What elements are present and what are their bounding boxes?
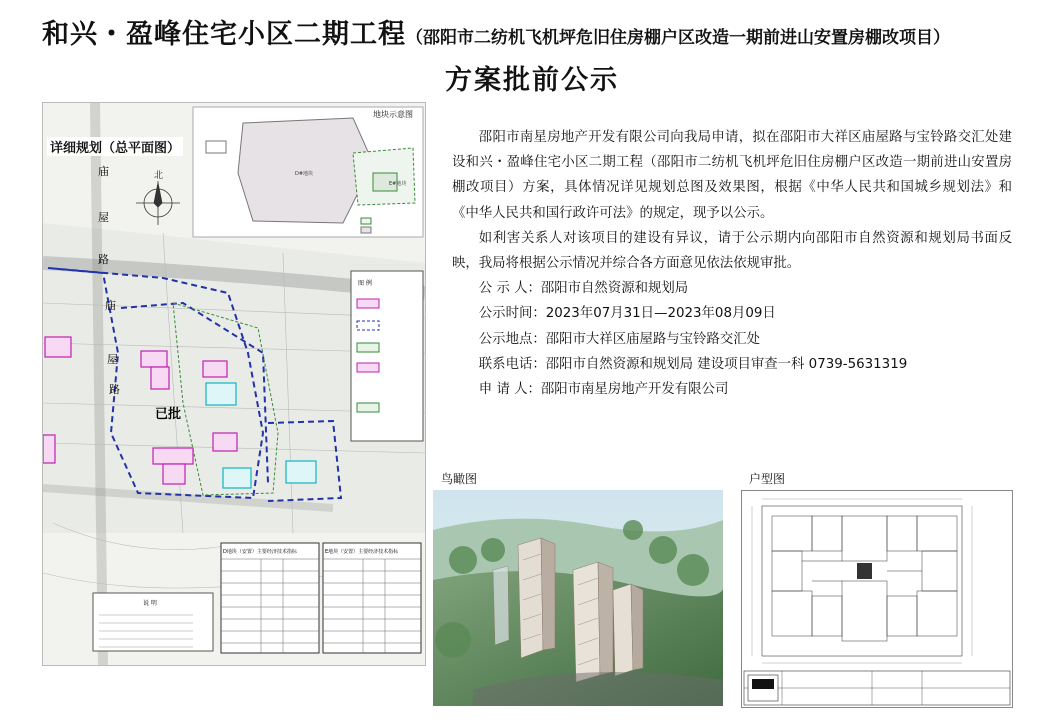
svg-text:E#地块: E#地块 (389, 181, 407, 187)
info-publisher: 公 示 人：邵阳市自然资源和规划局 (478, 281, 689, 297)
page-subtitle: （邵阳市二纺机飞机坪危旧住房棚户区改造一期前进山安置房棚改项目） (406, 28, 950, 48)
info-location: 公示地点：邵阳市大祥区庙屋路与宝铃路交汇处 (478, 331, 760, 347)
aerial-view-image (433, 490, 723, 706)
notice-heading: 方案批前公示 (445, 65, 619, 96)
road-char-3: 路 (98, 253, 109, 266)
road-char-1: 庙 (98, 165, 109, 178)
road-char-5: 屋 (107, 353, 118, 366)
notes-title: 说 明 (143, 600, 157, 607)
approved-label: 已批 (155, 407, 182, 422)
table-d-title: D地块（安置）主要经济技术指标 (223, 549, 297, 555)
north-label: 北 (154, 171, 164, 181)
page-title: 和兴・盈峰住宅小区二期工程（邵阳市二纺机飞机坪危旧住房棚户区改造一期前进山安置房棚改项目） (42, 19, 950, 50)
floor-plan-image (741, 490, 1013, 708)
road-char-4: 庙 (105, 299, 116, 312)
notice-paragraph-2: 如利害关系人对该项目的建设有异议，请于公示期内向邵阳市自然资源和规划局书面反映，我局将根据公示情况并综合各方面意见依法依规审批。 (452, 230, 1012, 272)
block-map-title: 地块示意图 (373, 110, 413, 119)
aerial-caption: 鸟瞰图 (441, 472, 478, 486)
info-applicant: 申 请 人：邵阳市南星房地产开发有限公司 (478, 382, 729, 398)
svg-text:D#地块: D#地块 (295, 171, 314, 177)
info-contact: 联系电话：邵阳市自然资源和规划局 建设项目审查一科 0739-5631319 (478, 356, 908, 372)
notice-body (452, 125, 1012, 402)
plan-label: 详细规划（总平面图） (47, 137, 183, 156)
notice-paragraph-1: 邵阳市南星房地产开发有限公司向我局申请，拟在邵阳市大祥区庙屋路与宝铃路交汇处建设和兴・盈峰住宅小区二期工程（邵阳市二纺机飞机坪危旧住房棚户区改造一期前进山安置房棚改项目）方案，具体情况详见规划总图及效果图，根据《中华人民共和国城乡规划法》和《中华人民共和国行政许可法》的规定，现予以公示。 (452, 130, 1012, 221)
info-period: 公示时间：2023年07月31日—2023年08月09日 (478, 306, 776, 322)
road-char-2: 屋 (98, 211, 109, 224)
table-e-title: E地块（安置）主要经济技术指标 (325, 549, 399, 555)
site-plan-drawing (42, 102, 426, 666)
floor-plan-caption: 户型图 (749, 472, 786, 486)
road-char-6: 路 (109, 383, 120, 396)
site-plan-svg (43, 103, 425, 665)
legend-title: 图 例 (358, 280, 372, 287)
